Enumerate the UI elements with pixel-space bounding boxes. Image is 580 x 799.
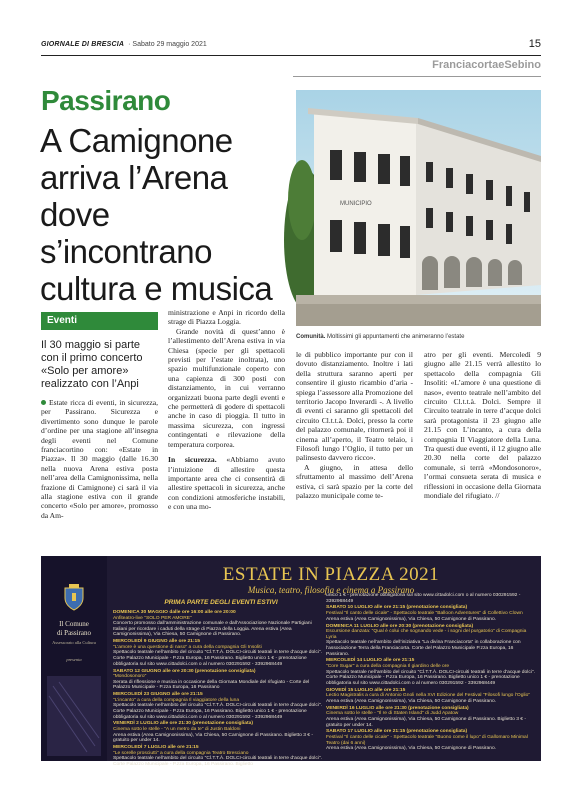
ad-sidebar [41, 556, 107, 761]
issue-date: · Sabato 29 maggio 2021 [128, 41, 207, 48]
ad-event-title: Festival "Il canto delle cicale" - Spettacolo teatrale "Balloon Adventures" di Collettivo Clown [326, 611, 523, 617]
ad-event-details: Arena estiva (Area Camignonissima), Via Chiesa, 50 Camignone di Passirano. Biglietto 3 € - gratuito per under 14. [113, 732, 313, 744]
article-kicker: Passirano [41, 85, 171, 116]
ad-event-title: Cinema sotto le stelle - "Il re di Staten Island" di Judd Apatow [326, 711, 459, 717]
page-number: 15 [528, 38, 541, 50]
ad-events-right [326, 593, 536, 753]
section-name: FranciacortaeSebino [432, 59, 541, 71]
column-3-text-b: A giugno, in attesa dello sfruttamento al massimo dell’Arena estiva, ci sarà spazio per la corte del palazzo municipale come te- [296, 462, 413, 501]
ad-event-title: Lectio Magistralis a cura di Antonio Gnoli nella XVI Edizione del Festival "Filosofi lungo l’Oglio" [326, 693, 531, 699]
ad-event-details: Concerto promosso dall’amministrazione comunale e dall’Associazione Nazionale Partigiani Italiani per ricordare i caduti della strage di Piazza della Loggia. Arena estiva (Area Camignonissima), Via Chiesa, 50 Camignone di Passirano. [113, 621, 312, 638]
ad-event-date: DOMENICA 30 MAGGIO dalle ore 16:00 alle ore 20:00 [113, 610, 236, 615]
ad-event-item [326, 729, 536, 751]
piano-keys-graphic [47, 676, 101, 756]
ad-event-item [113, 669, 322, 691]
ad-event-date: SABATO 17 LUGLIO alle ore 21:15 (prenotazione consigliata) [326, 729, 468, 735]
ad-event-item [326, 688, 536, 705]
ad-event-item [113, 639, 322, 667]
municipio-sign: MUNICIPIO [340, 201, 372, 207]
municipio-building-illustration [296, 90, 541, 326]
ad-event-title: Festival "Il canto delle cicale" - Spettacolo teatrale "Buono come il lupo" di Gallomaro Minimal Teatro (dai 6 anni) [326, 735, 528, 746]
ad-event-details: Arena estiva (Area Camignonissima), Via Chiesa, 50 Camignone di Passirano. Biglietto 3 € - gratuito per under 14. [326, 716, 526, 728]
header-rule [41, 55, 541, 56]
article-column-4 [424, 350, 541, 501]
presenta-text: presenta [66, 657, 82, 662]
ad-event-title: "Mondosonoro" [113, 674, 147, 680]
ad-event-item [326, 706, 536, 728]
ad-event-title: "Le sorelle prosciutti" a cura della compagnia Teatro Bresciano [113, 750, 249, 756]
eventi-label: Eventi [41, 312, 158, 330]
ad-event-item [326, 593, 536, 604]
column-2-text-a: ministrazione e Anpi in ricordo della strage di Piazza Loggia. [168, 308, 285, 327]
article-subheading: Il 30 maggio si parte con il primo concerto «Solo per amore» realizzato con l’Anpi [41, 339, 143, 390]
ad-event-date: SABATO 12 GIUGNO alle ore 20:30 (prenotazione consigliata) [113, 668, 256, 674]
comune-name [41, 620, 107, 647]
caption-text: Moltissimi gli appuntamenti che animeranno l’estate [327, 334, 465, 340]
in-sicurezza-lead: In sicurezza. [168, 455, 217, 465]
estate-in-piazza-ad [41, 556, 541, 767]
ad-event-date: VENERDÌ 16 LUGLIO alle ore 21:30 (prenotazione consigliata) [326, 705, 469, 711]
ad-event-title: "Core Sugar" a cura della compagnia Il giardino delle ore [326, 664, 450, 670]
comune-crest-icon [63, 584, 85, 610]
ad-event-title: Escursione danzata: "Qual è colui che sognando vede - i sogni del purgatorio" di Compagnia Lyria [326, 629, 527, 640]
ad-section-heading: PRIMA PARTE DEGLI EVENTI ESTIVI [164, 599, 278, 606]
ad-event-date: MERCOLEDÌ 23 GIUGNO alle ore 21:15 [113, 692, 203, 698]
article-column-3 [296, 350, 413, 501]
photo-caption [296, 334, 541, 340]
ad-event-item [326, 658, 536, 686]
column-3-text-a: le di pubblico importante pur con il dovuto distanziamento. Inoltre i lati della struttura saranno aperti per consentire il giusto ricambio d’aria - spiega l’assessore alla Promozione del territorio Jacopo Inverardi -. A livello di eventi ci saranno gli spettacoli del circuito Cl.t.t.à. Dolci, presso la corte del palazzo comunale, ritornerà poi il cinema all’aperto, il Teatro telaio, i Filosofi lungo l’Oglio, il tutto per un palinsesto davvero ricco». [296, 350, 413, 463]
comune-line-2: di Passirano [56, 629, 92, 637]
ad-event-item [113, 721, 322, 743]
column-1-text: Estate ricca di eventi, in sicurezza, per Passirano. Sicurezza e divertimento sono dunque le parole d’ordine per una stagione all’insegna degli eventi nel Comune franciacortino con: «Estate in Piazza». Il 30 maggio (dalle 16.30 nella nuova Arena estiva posta nell’area della Camignonissima, nella frazione di Camignone) ci sarà il via alla stagione estiva con il grande concerto «Solo per amore», promosso da Am- [41, 398, 158, 520]
ad-event-item [326, 605, 536, 622]
ad-event-details: unico 1 € - prenotazione obbligatoria sul sito www.cittadolci.com o al numero 030291592 - 3392968449 [326, 593, 521, 604]
ad-event-details: Arena estiva (Area Camignonissima), Via Chiesa, 50 Camignone di Passirano. [326, 698, 497, 704]
ad-event-details: Spettacolo teatrale nell’ambito del circuito "Cl.T.T.À. DOLCI-circuiti teatrali in terre d’acque dolci". Corte Palazzo Municipale - P.zza Europa, 16 Passirano. Biglietto unico 1 € - prenotazione obbligatoria sul sito www.cittadolci.com o al numero 030291592 - 3392968449 [326, 669, 535, 686]
column-4-text: atro per gli eventi. Mercoledì 9 giugno alle 21.15 verrà allestito lo spettacolo della compagnia Gli Insoliti: «L’amore è una questione di naso», evento teatrale nell’ambito del circuito Cl.t.t.à. Dolci. Sempre il Circuito teatrale in terre d’acque dolci sarà protagonista il 23 giugno alle 21.15 con L’incanto, a cura della compagnia Il Viaggiatore della Luna. Tra questi due eventi, il 12 giugno alle 20.30 nella corte del palazzo comunale, si terrà «Mondosonoro», l’ormai consueta serata di musica e riflessioni in occasione della Giornata mondiale del rifugiato. // [424, 350, 541, 501]
column-2-text-b: Grande novità di quest’anno è l’allestimento dell’Arena estiva in via Chiesa (specie per gli spettacoli previsti per l’estate inoltrata), uno spazio multifunzionale coperto con una capienza di 300 posti con distanziamento, in cui verranno organizzati buona parte degli eventi e che permetterà di godere di spettacoli anche in caso di pioggia. Il tutto in massima sicurezza, con ingressi contingentati e rilevazione della temperatura corporea. [168, 326, 285, 449]
ad-event-details: Arena estiva (Area Camignonissima), Via Chiesa, 50 Camignone di Passirano. [326, 746, 497, 752]
ad-event-details: Arena estiva (Area Camignonissima), Via Chiesa, 50 Camignone di Passirano. [326, 616, 497, 622]
ad-events-left [113, 610, 322, 769]
ad-subtitle: Musica, teatro, filosofia e cinema a Passirano [247, 585, 415, 595]
ad-event-date: DOMENICA 11 LUGLIO alle ore 20:30 (prenotazione consigliata) [326, 623, 474, 629]
ad-event-date: GIOVEDÌ 15 LUGLIO alle ore 21:15 [326, 687, 406, 693]
ad-event-date: SABATO 10 LUGLIO alle ore 21:15 (prenotazione consigliata) [326, 605, 468, 611]
ad-event-date: MERCOLEDÌ 9 GIUGNO alle ore 21:15 [113, 639, 200, 645]
ad-event-title: "L’amore è una questione di naso" a cura della compagnia Gli Insoliti [113, 644, 262, 650]
ad-event-item [326, 624, 536, 658]
comune-line-1: Il Comune [59, 620, 89, 628]
article-headline: A Camignone arriva l’Arena dove s’incontrano cultura e musica [40, 122, 273, 307]
section-rule [293, 76, 541, 77]
ad-event-details: Spettacolo teatrale nell’ambito del circuito "Cl.T.T.À. DOLCI-circuiti teatrali in terre d’acque dolci". Corte Palazzo Municipale - P.zza Europa, 16 Passirano. Biglietto unico 1 € - prenotazione obbligatoria sul sito www.cittadolci.com o al numero 030291592 - 3392968449 [113, 703, 322, 720]
ad-event-date: VENERDÌ 2 LUGLIO alle ore 21:30 (prenotazione consigliata) [113, 721, 253, 727]
ad-event-title: Anfiteatro-live "SOLO PER AMORE" [113, 615, 192, 621]
article-column-1 [41, 398, 158, 520]
assessorato-line: Assessorato alla Cultura [52, 640, 96, 645]
ad-event-item [113, 692, 322, 720]
page-header [41, 38, 541, 55]
ad-event-item [113, 610, 322, 638]
ad-event-date: MERCOLEDÌ 7 LUGLIO alle ore 21:15 [113, 745, 199, 751]
ad-event-title: "L’incanto" a cura della compagnia Il viaggiatore della luna [113, 697, 240, 703]
ad-event-details: Spettacolo teatrale nell’ambito del circuito "Cl.T.T.À. DOLCI-circuiti teatrali in terre d’acque dolci". Corte Palazzo Municipale - P.zza Europa, 16 Passirano. Biglietto [113, 756, 322, 767]
ad-event-details: Spettacolo teatrale nell’ambito dell’iniziativa "La divina Franciacorta" in collaborazione con l’associazione Terra della Franciacorta. Corte del Palazzo Municipale P.zza Europa, 16 Passirano. [326, 640, 521, 657]
article-column-2 [168, 308, 285, 512]
ad-event-details: Serata di riflessione e musica in occasione della Giornata Mondiale del rifugiato - Corte del Palazzo Municipale - P.zza Europa, 16 Passirano [113, 679, 310, 691]
ad-title: ESTATE IN PIAZZA 2021 [222, 564, 440, 585]
column-2-text-c: «Abbiamo avuto l’intuizione di allestire questa importante area che ci consentirà di allestire spettacoli in sicurezza, anche con condizioni atmosferiche instabili, e con una mo- [168, 455, 285, 512]
ad-event-item [113, 745, 322, 767]
ad-event-title: Cinema sotto le stelle - "A un metro da te" di Justin Baldoni [113, 727, 241, 733]
bullet-dot [41, 400, 46, 405]
ad-event-details: Spettacolo teatrale nell’ambito del circuito "Cl.T.T.À. DOLCI-circuiti teatrali in terre d’acque dolci". Corte Palazzo Municipale - P.zza Europa, 16 Passirano. Biglietto unico 1 € - prenotazione obbligatoria sul sito www.cittadolci.com o al numero 030291592 - 3392968449 [113, 650, 322, 667]
ad-event-date: MERCOLEDÌ 14 LUGLIO alle ore 21:15 [326, 658, 415, 664]
caption-lead: Comunità. [296, 334, 326, 340]
newspaper-name: GIORNALE DI BRESCIA [41, 41, 125, 48]
article-photo [296, 90, 541, 326]
